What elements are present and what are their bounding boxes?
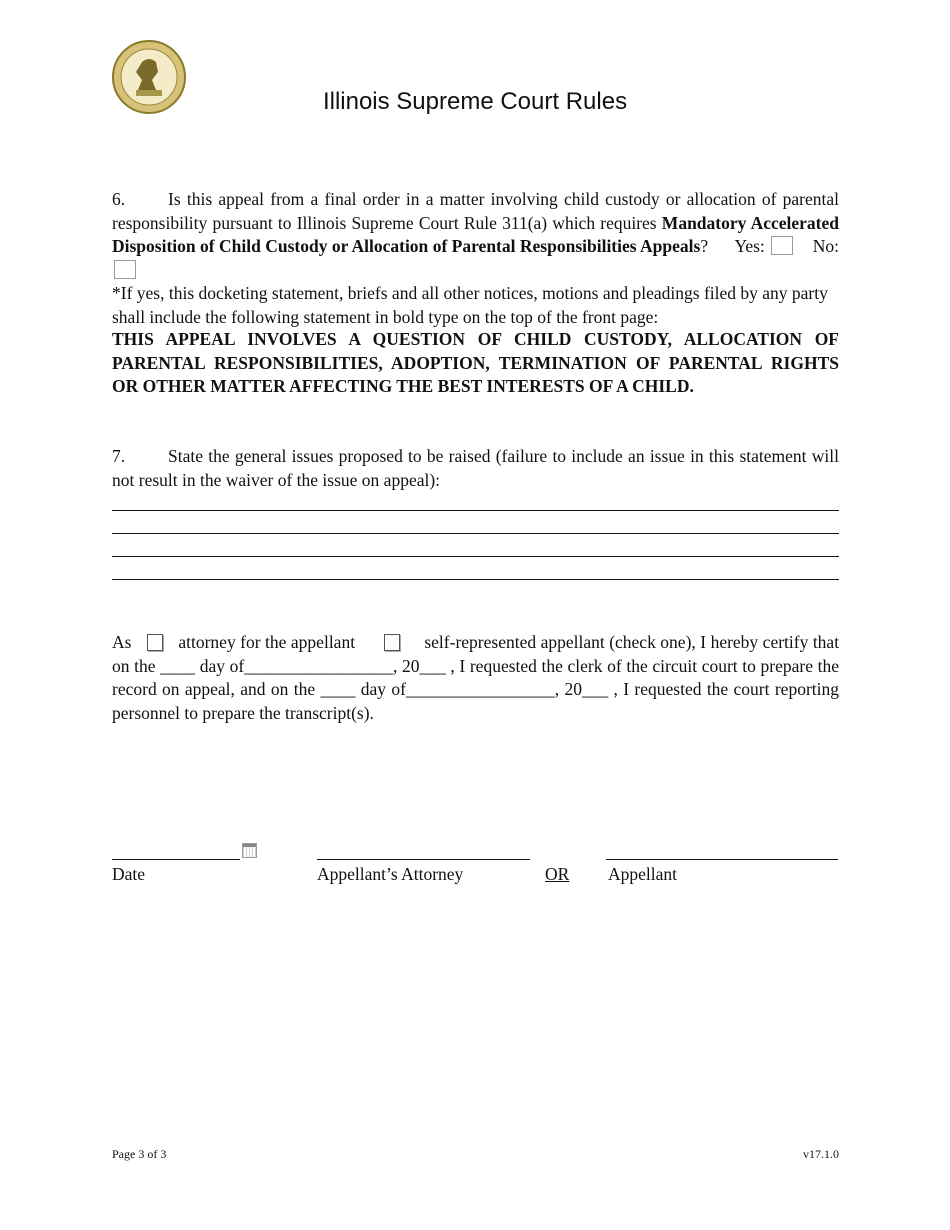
no-checkbox[interactable] — [114, 260, 136, 279]
self-represented-checkbox[interactable] — [384, 634, 400, 651]
attorney-label: Appellant’s Attorney — [317, 864, 464, 884]
no-label: No: — [812, 236, 840, 256]
q7-number: 7. — [112, 446, 126, 466]
issue-line-3[interactable] — [112, 534, 839, 557]
question-7 — [112, 445, 839, 492]
bold-statement: THIS APPEAL INVOLVES A QUESTION OF CHILD CUSTODY, ALLOCATION OF PARENTAL RESPONSIBILITIES, ADOPTION, TERMINATION OF PARENTAL RIGHTS OR OTHER MATTER AFFECTING THE BEST INTERESTS OF A CHILD. — [112, 329, 839, 396]
yes-label: Yes: — [734, 236, 765, 256]
certification — [112, 631, 839, 725]
issues-lines — [112, 488, 839, 580]
as-label: As — [112, 632, 132, 652]
q6-number: 6. — [112, 189, 126, 209]
issue-line-4[interactable] — [112, 557, 839, 580]
self-represented-option-label: self-represented appellant (check one), I hereby — [424, 632, 759, 652]
appellant-label: Appellant — [608, 864, 678, 884]
attorney-option-label: attorney for the appellant — [178, 632, 356, 652]
q6-qmark: ? — [700, 236, 709, 256]
date-label: Date — [112, 864, 146, 884]
appellant-signature-line[interactable] — [606, 858, 838, 860]
calendar-icon[interactable] — [242, 843, 257, 858]
page-number: Page 3 of 3 — [112, 1147, 167, 1161]
yes-checkbox[interactable] — [771, 236, 793, 255]
attorney-checkbox[interactable] — [147, 634, 163, 651]
certification-text: certify that on the ____ day of_________________, 20___ , I requested the clerk of the circuit court to prepare the record on appeal, and on the ____ day of_________________, 20___ , I requested the court reporting personnel to prepare the transcript(s). — [112, 632, 840, 723]
or-label: OR — [545, 864, 570, 884]
page-title: Illinois Supreme Court Rules — [322, 88, 628, 115]
question-6 — [112, 188, 839, 282]
issue-line-1[interactable] — [112, 488, 839, 511]
q7-text: State the general issues proposed to be raised (failure to include an issue in this statement will not result in the waiver of the issue on appeal): — [112, 446, 839, 490]
date-line[interactable] — [112, 858, 240, 860]
attorney-signature-line[interactable] — [317, 858, 530, 860]
version-label: v17.1.0 — [803, 1147, 839, 1161]
q6-note: *If yes, this docketing statement, briefs and all other notices, motions and pleadings filed by any party shall include the following statement in bold type on the top of the front page: — [112, 283, 828, 327]
q6-bold-phrase: Mandatory Accelerated Disposition of Child Custody or Allocation of Parental Responsibilities Appeals — [112, 212, 840, 256]
q6-text: Is this appeal from a final order in a matter involving child custody or allocation of parental responsibility pursuant to Illinois Supreme Court Rule 311(a) which requires — [112, 189, 839, 233]
issue-line-2[interactable] — [112, 511, 839, 534]
